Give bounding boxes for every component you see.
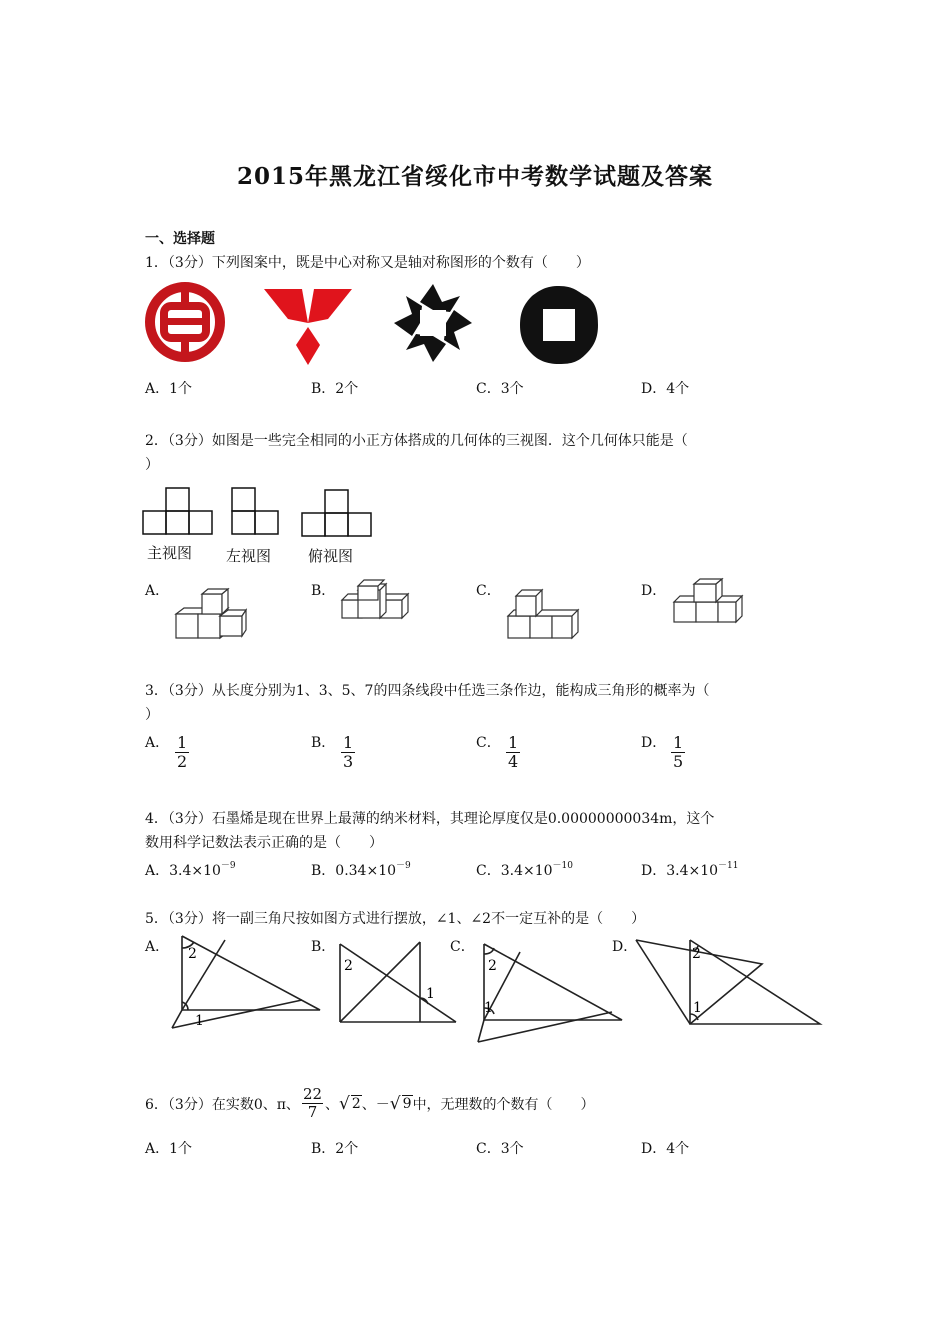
q6-sqrt-1: 2 xyxy=(351,1096,361,1112)
q5-option-a-figure xyxy=(170,930,325,1030)
q4-option-a[interactable]: A．$3.4\times 10^{-9}$ xyxy=(145,861,236,879)
q2-option-b[interactable]: B． xyxy=(311,583,336,599)
q2-option-d-figure xyxy=(672,578,744,626)
question-4-line-2: 数用科学记数法表示正确的是（ ） xyxy=(145,835,383,851)
q1-figure-three-diamonds xyxy=(262,287,354,367)
section-heading: 一、选择题 xyxy=(145,231,215,247)
question-1-text: 1．（3分）下列图案中，既是中心对称又是轴对称图形的个数有（ ） xyxy=(145,255,590,271)
question-5-text: 5．（3分）将一副三角尺按如图方式进行摆放，∠1、∠2不一定互补的是（ ） xyxy=(145,911,646,927)
q1-figure-square-coin xyxy=(516,282,602,368)
q5-option-c[interactable]: C． xyxy=(450,939,475,955)
q6-option-d[interactable]: D．4个 xyxy=(641,1141,690,1157)
question-2-line-2: ） xyxy=(145,457,159,473)
q6-option-c[interactable]: C．3个 xyxy=(476,1141,524,1157)
q1-figure-four-stars xyxy=(390,280,476,366)
q5d-angle-2: 2 xyxy=(692,946,701,962)
q5-option-d-figure xyxy=(630,936,825,1028)
q5-option-b-figure xyxy=(336,940,461,1026)
q2-front-view xyxy=(143,486,215,536)
q5-option-a[interactable]: A． xyxy=(145,939,170,955)
question-3-line-2: ） xyxy=(145,707,159,723)
q6-option-b[interactable]: B．2个 xyxy=(311,1141,359,1157)
q5-option-b[interactable]: B． xyxy=(311,939,336,955)
q3-option-a-label[interactable]: A． xyxy=(145,735,170,751)
q3-option-b-label[interactable]: B． xyxy=(311,735,336,751)
q2-option-d[interactable]: D． xyxy=(641,583,667,599)
q5a-angle-2: 2 xyxy=(188,946,197,962)
q3-option-b-fraction: $\frac{1}{3}$ xyxy=(343,733,354,771)
q2-option-c[interactable]: C． xyxy=(476,583,501,599)
question-3-line-1: 3．（3分）从长度分别为1、3、5、7的四条线段中任选三条作边，能构成三角形的概率为（ xyxy=(145,683,710,699)
q3-option-d-label[interactable]: D． xyxy=(641,735,667,751)
q1-option-c[interactable]: C．3个 xyxy=(476,381,524,397)
q2-option-c-figure xyxy=(506,588,578,640)
question-2-line-1: 2．（3分）如图是一些完全相同的小正方体搭成的几何体的三视图．这个几何体只能是（ xyxy=(145,433,688,449)
q2-front-view-caption: 主视图 xyxy=(147,544,193,562)
q2-option-a-figure xyxy=(176,588,248,640)
q4-option-c[interactable]: C．$3.4\times 10^{-10}$ xyxy=(476,861,573,879)
q5-option-c-figure xyxy=(474,940,629,1046)
question-4-line-1: 4．（3分）石墨烯是现在世界上最薄的纳米材料，其理论厚度仅是0.00000000034m，这个 xyxy=(145,811,715,827)
q5b-angle-1: 1 xyxy=(426,986,435,1002)
q2-option-a[interactable]: A． xyxy=(145,583,170,599)
q4-option-b[interactable]: B．$0.34\times 10^{-9}$ xyxy=(311,861,411,879)
q5b-angle-2: 2 xyxy=(344,958,353,974)
q5c-angle-2: 2 xyxy=(488,958,497,974)
page-title: 2015年黑龙江省绥化市中考数学试题及答案 xyxy=(236,163,713,190)
q1-option-a[interactable]: A．1个 xyxy=(145,381,193,397)
q3-option-d-fraction: $\frac{1}{5}$ xyxy=(673,733,684,771)
q4-option-d[interactable]: D．$3.4\times 10^{-11}$ xyxy=(641,861,739,879)
q1-option-d[interactable]: D．4个 xyxy=(641,381,690,397)
question-6-text: 6．（3分）在实数0、π、 $\frac{22}{7}$ 、 √ 2 、－ √ 9 中，无理数的个数有（ ） xyxy=(145,1085,595,1121)
q6-option-a[interactable]: A．1个 xyxy=(145,1141,193,1157)
q1-option-b[interactable]: B．2个 xyxy=(311,381,359,397)
q2-left-view-caption: 左视图 xyxy=(226,547,272,565)
q6-sqrt-2: 9 xyxy=(402,1096,412,1112)
q2-top-view-caption: 俯视图 xyxy=(308,547,354,565)
q1-figure-bank-logo xyxy=(143,280,227,364)
q5a-angle-1: 1 xyxy=(195,1013,204,1029)
q3-option-c-label[interactable]: C． xyxy=(476,735,501,751)
q2-left-view xyxy=(231,486,281,536)
q2-option-b-figure xyxy=(340,578,412,622)
q3-option-a-fraction: $\frac{1}{2}$ xyxy=(177,733,188,771)
q6-fraction: $\frac{22}{7}$ xyxy=(302,1085,323,1121)
q5d-angle-1: 1 xyxy=(693,1000,702,1016)
q5-option-d[interactable]: D． xyxy=(612,939,638,955)
q5c-angle-1: 1 xyxy=(484,1000,493,1016)
q3-option-c-fraction: $\frac{1}{4}$ xyxy=(508,733,519,771)
q2-top-view xyxy=(301,488,375,538)
